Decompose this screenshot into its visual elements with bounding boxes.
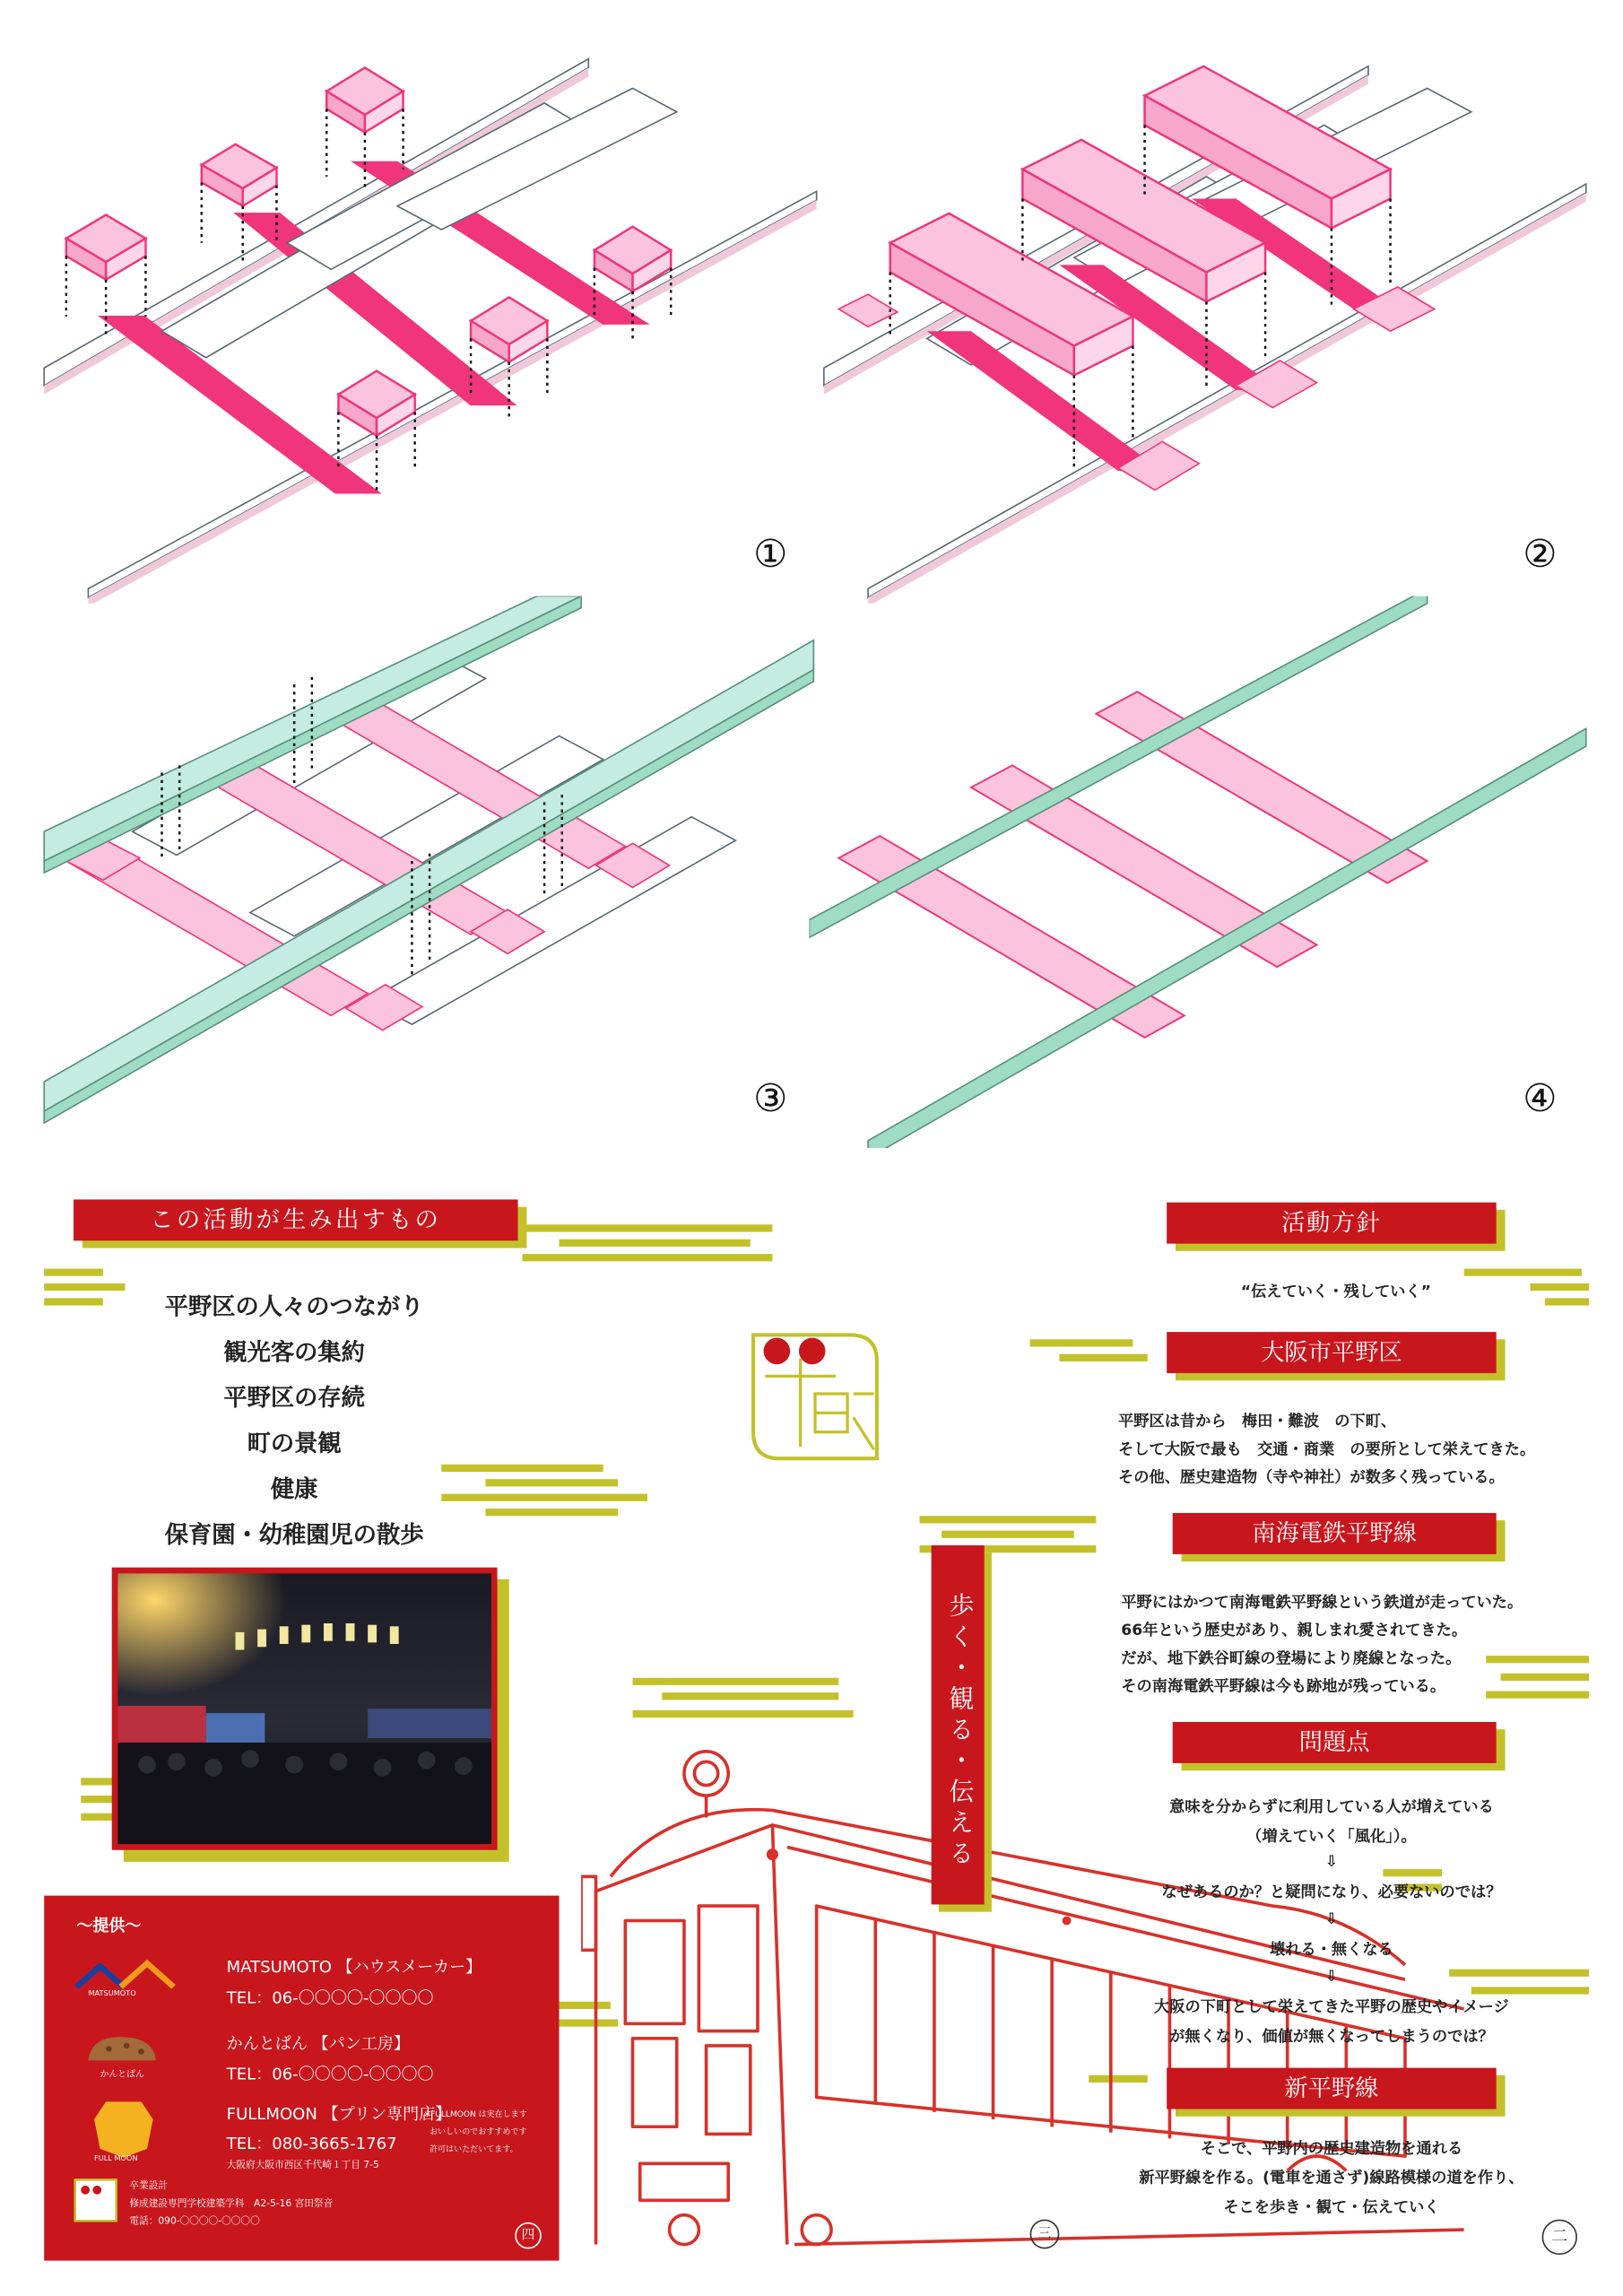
section3-arrow-3: ⇩ (1324, 1968, 1339, 1986)
page-number-right: 二 (1542, 2220, 1577, 2255)
section4-line-1: そこで、平野内の歴史建造物を通れる (1200, 2140, 1463, 2158)
hirano-logo-icon (748, 1329, 883, 1465)
kantopan-logo-icon (82, 2031, 162, 2066)
footer-line-2: 修成建設専門学校建築学科 A2-5-16 宮田祭音 (129, 2197, 334, 2210)
section3-line-2: （増えていく「風化」）。 (1246, 1828, 1417, 1846)
section4-title: 新平野線 (1167, 2068, 1497, 2109)
page-number-left: 四 (515, 2222, 542, 2249)
section1-line-3: その他、歴史建造物（寺や神社）が数多く残っている。 (1118, 1468, 1505, 1487)
festival-photo-frame (112, 1568, 498, 1850)
diagram-number-1: ① (753, 533, 788, 578)
policy-text: “伝えていく・残していく” (1240, 1283, 1431, 1301)
sponsor-name-1: MATSUMOTO 【ハウスメーカー】 (226, 1957, 482, 1977)
hirano-small-logo-icon (74, 2179, 117, 2222)
section4-line-2: 新平野線を作る。(電車を通さず)線路模様の道を作り、 (1139, 2169, 1524, 2187)
section1-line-1: 平野区は昔から 梅田・難波 の下町、 (1118, 1413, 1397, 1431)
sponsor-tel-2: TEL：06-〇〇〇〇-〇〇〇〇 (226, 2065, 434, 2084)
section3-arrow-1: ⇩ (1324, 1853, 1339, 1871)
section2-title: 南海電鉄平野線 (1173, 1513, 1497, 1554)
diagram-number-2: ② (1523, 533, 1558, 578)
sponsor-note-2: おいしいのでおすすめです (430, 2127, 527, 2137)
page-number-center: 三 (1030, 2220, 1060, 2249)
sponsor-address-3: 大阪府大阪市西区千代崎１丁目 7-5 (226, 2159, 379, 2171)
section3-title: 問題点 (1173, 1722, 1497, 1763)
benefit-item-5: 健康 (270, 1474, 318, 1503)
section3-line-5: 大阪の下町として栄えてきた平野の歴史やイメージ (1154, 1998, 1509, 2017)
section2-line-4: その南海電鉄平野線は今も跡地が残っている。 (1121, 1677, 1446, 1696)
section2-line-1: 平野にはかつて南海電鉄平野線という鉄道が走っていた。 (1121, 1594, 1523, 1612)
section4-line-3: そこを歩き・観て・伝えていく (1223, 2198, 1440, 2217)
sponsor-tel-3: TEL：080-3665-1767 (226, 2134, 397, 2153)
matsumoto-logo-text: MATSUMOTO (88, 1989, 136, 1999)
section2-line-3: だが、地下鉄谷町線の登場により廃線となった。 (1121, 1649, 1462, 1668)
diagram-number-4: ④ (1523, 1077, 1558, 1122)
section3-arrow-2: ⇩ (1324, 1910, 1339, 1928)
section1-title: 大阪市平野区 (1167, 1332, 1497, 1373)
vertical-banner-text: 歩く・観る・伝える (942, 1592, 973, 1871)
vertical-banner (932, 1545, 985, 1904)
diagram-1 (0, 0, 824, 604)
section3-line-6: が無くなり、価値が無くなってしまうのでは？ (1169, 2028, 1494, 2046)
diagram-3 (0, 596, 824, 1148)
footer-line-3: 電話：090-〇〇〇〇-〇〇〇〇 (129, 2214, 260, 2227)
footer-line-1: 卒業設計 (129, 2179, 169, 2192)
diagram-number-3: ③ (753, 1077, 788, 1122)
sponsor-note-3: 許可はいただいてます。 (430, 2145, 518, 2155)
benefit-item-3: 平野区の存続 (223, 1383, 365, 1412)
sponsor-note-1: ※FULLMOON は実在します (423, 2110, 527, 2120)
sponsor-heading: ～提供～ (76, 1916, 142, 1935)
policy-title: 活動方針 (1167, 1203, 1497, 1244)
sponsor-name-3: FULLMOON 【プリン専門店】 (226, 2104, 452, 2124)
left-panel-title: この活動が生み出すもの (74, 1199, 518, 1240)
diagram-4 (809, 596, 1622, 1148)
section2-line-2: 66年という歴史があり、親しまれ愛されてきた。 (1121, 1622, 1468, 1640)
fullmoon-logo-text: FULL MOON (94, 2154, 138, 2164)
sponsor-name-2: かんとぱん 【パン工房】 (226, 2033, 410, 2054)
section3-line-3: なぜあるのか？と疑問になり、必要ないのでは？ (1161, 1883, 1502, 1902)
fullmoon-logo-icon (91, 2099, 156, 2158)
benefit-item-1: 平野区の人々のつながり (164, 1292, 424, 1320)
festival-photo (117, 1573, 491, 1844)
diagram-2 (809, 0, 1622, 604)
benefit-item-4: 町の景観 (247, 1429, 342, 1457)
section1-line-2: そして大阪で最も 交通・商業 の要所として栄えてきた。 (1118, 1440, 1536, 1459)
benefit-item-2: 観光客の集約 (223, 1337, 365, 1366)
section3-line-4: 壊れる・無くなる (1270, 1941, 1393, 1960)
sponsor-block (44, 1896, 559, 2261)
section3-line-1: 意味を分からずに利用している人が増えている (1169, 1798, 1494, 1816)
kantopan-logo-text: かんとぱん (100, 2069, 144, 2080)
benefit-item-6: 保育園・幼稚園児の散歩 (164, 1520, 424, 1549)
sponsor-tel-1: TEL：06-〇〇〇〇-〇〇〇〇 (226, 1987, 434, 2008)
